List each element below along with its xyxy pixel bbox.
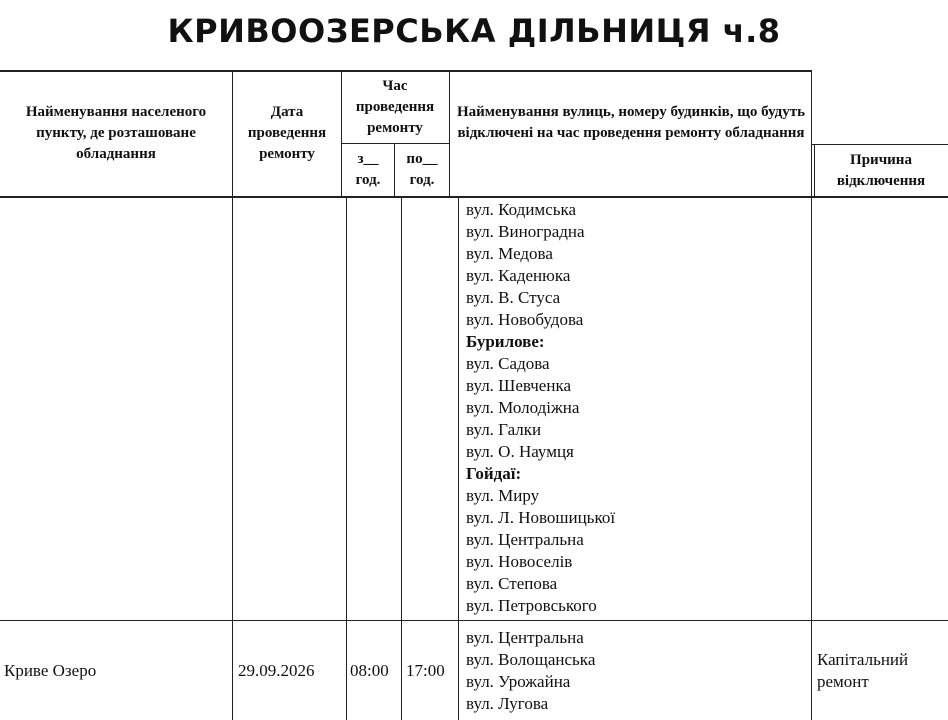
- header-streets: Найменування вулиць, номеру будинків, що будуть відключені на час проведення ремонту обладнання: [456, 104, 806, 141]
- street-name: вул. Миру: [466, 486, 540, 505]
- street-name: вул. Виноградна: [466, 222, 585, 241]
- col-rule-5: [811, 70, 812, 720]
- row2-time-to: 17:00: [406, 661, 445, 680]
- row2-time-from: 08:00: [350, 661, 389, 680]
- street-name: вул. Лугова: [466, 694, 549, 713]
- row2-settlement: Криве Озеро: [4, 661, 97, 680]
- col-rule-1: [232, 70, 233, 720]
- street-name: вул. Петровського: [466, 596, 597, 615]
- village-heading: Гойдаї:: [466, 464, 522, 483]
- col-rule-2: [341, 70, 342, 198]
- street-name: вул. Центральна: [466, 530, 584, 549]
- header-bottom-rule: [0, 196, 948, 198]
- row2-date: 29.09.2026: [238, 661, 315, 680]
- street-name: вул. Галки: [466, 420, 542, 439]
- col-rule-3-body: [401, 198, 402, 720]
- street-name: вул. Степова: [466, 574, 558, 593]
- street-name: вул. О. Наумця: [466, 442, 574, 461]
- col-rule-5-inner: [814, 144, 815, 198]
- street-name: вул. Новоселів: [466, 552, 573, 571]
- col-rule-2-body: [346, 198, 347, 720]
- time-subheader-rule: [341, 143, 449, 144]
- street-name: вул. Молодіжна: [466, 398, 580, 417]
- row2-streets: [466, 627, 806, 715]
- street-name: вул. Центральна: [466, 628, 584, 647]
- col-rule-4: [449, 70, 450, 198]
- header-time: Час проведення ремонту: [355, 78, 435, 136]
- street-name: вул. Новобудова: [466, 310, 584, 329]
- street-name: вул. Садова: [466, 354, 550, 373]
- street-name: вул. Волощанська: [466, 650, 596, 669]
- header-time-to: по__ год.: [406, 151, 438, 188]
- header-date: Дата проведення ремонту: [247, 104, 327, 162]
- header-reason: Причина відключення: [836, 152, 926, 189]
- row2-reason: Капітальний ремонт: [817, 650, 909, 691]
- header-settlement: Найменування населеного пункту, де розташоване обладнання: [25, 104, 207, 162]
- street-name: вул. Урожайна: [466, 672, 571, 691]
- village-heading: Бурилове:: [466, 332, 545, 351]
- row-separator: [0, 620, 948, 621]
- header-time-from: з__ год.: [355, 151, 381, 188]
- street-name: вул. Каденюка: [466, 266, 571, 285]
- street-name: вул. Шевченка: [466, 376, 571, 395]
- street-name: вул. Медова: [466, 244, 553, 263]
- reason-header-top-rule: [812, 144, 948, 145]
- street-name: вул. Л. Новошицької: [466, 508, 616, 527]
- table-top-border: [0, 70, 812, 72]
- page-title: КРИВООЗЕРСЬКА ДІЛЬНИЦЯ ч.8: [167, 12, 781, 50]
- col-rule-4-body: [458, 198, 459, 720]
- street-name: вул. Кодимська: [466, 200, 577, 219]
- street-name: вул. В. Стуса: [466, 288, 561, 307]
- col-rule-3: [394, 144, 395, 198]
- row1-streets: [466, 199, 806, 617]
